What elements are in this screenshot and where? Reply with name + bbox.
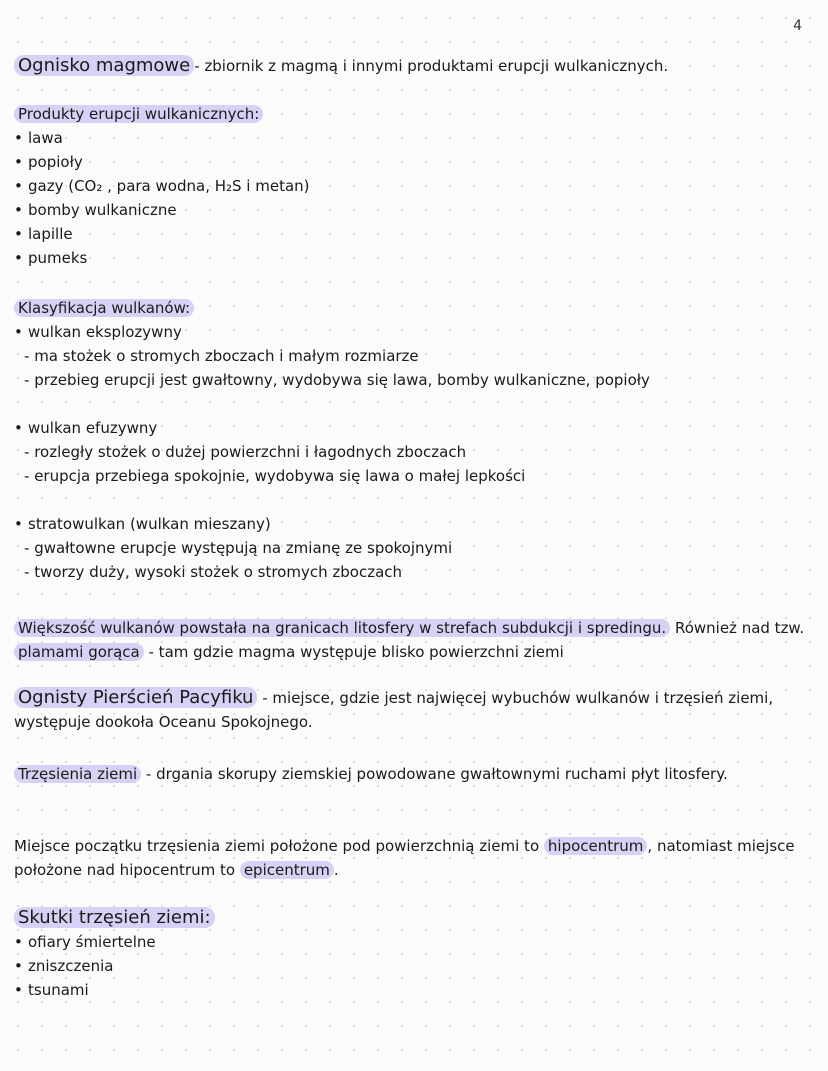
list-item: • lawa xyxy=(14,126,809,150)
hotspots-term: plamami gorąca xyxy=(14,643,144,661)
products-list xyxy=(14,126,809,270)
list-item: • ofiary śmiertelne xyxy=(14,930,809,954)
effects-section xyxy=(14,906,809,1002)
volcano-type xyxy=(14,320,809,392)
ring-text: - miejsce, gdzie jest najwięcej wybuchów wulkanów i trzęsień ziemi, występuje dookoła Oceanu Spokojnego. xyxy=(14,689,774,731)
hypocenter-text: Miejsce początku trzęsienia ziemi położone pod powierzchnią ziemi to xyxy=(14,837,544,855)
volcano-type-name: • stratowulkan (wulkan mieszany) xyxy=(14,512,809,536)
products-section xyxy=(14,102,809,270)
ring-of-fire-definition xyxy=(14,686,809,734)
ring-term: Ognisty Pierścień Pacyfiku xyxy=(14,687,257,708)
volcano-type-name: • wulkan eksplozywny xyxy=(14,320,809,344)
list-item: • zniszczenia xyxy=(14,954,809,978)
volcano-type-name: • wulkan efuzywny xyxy=(14,416,809,440)
list-item: • tsunami xyxy=(14,978,809,1002)
effects-list xyxy=(14,930,809,1002)
hypocenter-text-mid: , natomiast miejsce położone nad hipocentrum to xyxy=(14,837,795,879)
volcano-type-point: - rozległy stożek o dużej powierzchni i łagodnych zboczach xyxy=(14,440,809,464)
magma-definition xyxy=(14,54,809,78)
volcano-type-point: - przebieg erupcji jest gwałtowny, wydobywa się lawa, bomby wulkaniczne, popioły xyxy=(14,368,809,392)
list-item: • popioły xyxy=(14,150,809,174)
earthquake-term: Trzęsienia ziemi xyxy=(14,765,141,783)
earthquake-definition xyxy=(14,762,809,786)
hypocenter-paragraph xyxy=(14,834,809,882)
volcano-type-point: - gwałtowne erupcje występują na zmianę ze spokojnymi xyxy=(14,536,809,560)
volcano-type-point: - erupcja przebiega spokojnie, wydobywa się lawa o małej lepkości xyxy=(14,464,809,488)
epicenter-term: epicentrum xyxy=(240,861,334,879)
classification-section xyxy=(14,296,809,584)
classification-heading: Klasyfikacja wulkanów: xyxy=(14,299,194,317)
hypocenter-term: hipocentrum xyxy=(544,837,648,855)
origin-highlight: Większość wulkanów powstała na granicach litosfery w strefach subdukcji i spredingu. xyxy=(14,619,670,637)
hypocenter-text-end: . xyxy=(333,861,339,879)
magma-term: Ognisko magmowe xyxy=(14,55,194,76)
magma-text: - zbiornik z magmą i innymi produktami erupcji wulkanicznych. xyxy=(194,57,669,75)
effects-heading: Skutki trzęsień ziemi: xyxy=(14,907,215,928)
list-item: • bomby wulkaniczne xyxy=(14,198,809,222)
products-heading: Produkty erupcji wulkanicznych: xyxy=(14,105,263,123)
volcano-type xyxy=(14,416,809,488)
origin-text: Również nad tzw. xyxy=(670,619,805,637)
origin-paragraph xyxy=(14,616,809,664)
list-item: • pumeks xyxy=(14,246,809,270)
list-item: • gazy (CO₂ , para wodna, H₂S i metan) xyxy=(14,174,809,198)
page-number: 4 xyxy=(793,18,802,34)
volcano-type-point: - ma stożek o stromych zboczach i małym rozmiarze xyxy=(14,344,809,368)
volcano-type-point: - tworzy duży, wysoki stożek o stromych zboczach xyxy=(14,560,809,584)
list-item: • lapille xyxy=(14,222,809,246)
earthquake-text: - drgania skorupy ziemskiej powodowane gwałtownymi ruchami płyt litosfery. xyxy=(141,765,728,783)
origin-text-end: - tam gdzie magma występuje blisko powierzchni ziemi xyxy=(143,643,564,661)
volcano-type xyxy=(14,512,809,584)
